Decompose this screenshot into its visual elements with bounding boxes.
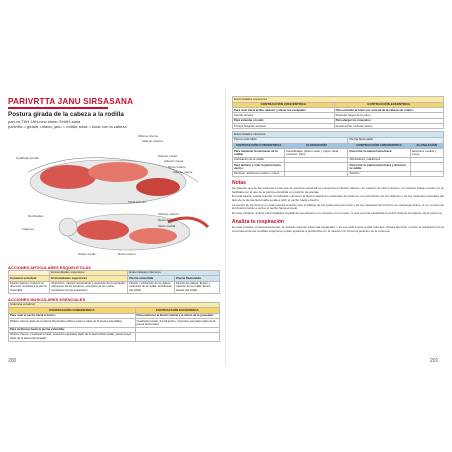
t4-r2-c2: Para rotar la cadera hacia fuera y flexionar la rodilla:: [348, 163, 410, 172]
label-romboides: Romboides: [28, 213, 44, 218]
page-number-right: 201: [430, 358, 439, 364]
breath-paragraph: En esta postura, consecuentemente, el costado superior está más expandido, y es ese lado el que recibe más aire. Presta atención a cómo la respiración de la zona lateral de las costillas superiores puede ayudarte a profundizar en la rotación sin forzar la posición de la columna.: [232, 224, 444, 233]
notes-heading: Notas: [232, 179, 246, 186]
t3-r2-c1: Para alargar los músculos:: [334, 118, 443, 123]
label-recto-interno: Recto interno: [168, 164, 186, 169]
notes-paragraph-3: La acción de los brazos en esta postura requiere que el trabajo de los extensores del codo y de los rotadores del hombro se mantenga activo; si no, el peso de los brazos tiende a cerrar el pecho hacia el suelo.: [232, 202, 444, 211]
t4-r3-c2: Sartorio: [348, 171, 410, 176]
label-aductor-medio: Aductor medio: [158, 153, 178, 158]
t4-col-3: ELONGACIÓN: [410, 143, 443, 149]
t2-r1-c0: Oblicuo interno (lado de la pierna flexionada) oblicuo externo (lado de la pierna extendida): [9, 319, 136, 328]
label-cuadrado-lumbar: Cuadrado lumbar: [16, 155, 40, 160]
label-aductor-mayor-2: Aductor mayor: [173, 169, 193, 174]
upper-limbs-table: [232, 96, 444, 129]
t2-r0-c0: Para rotar el pecho hacia el techo:: [9, 313, 136, 318]
t1-cell-0: Flexión lateral y rotación en dirección contraria a la pierna extendida: [9, 281, 50, 293]
t1-cell-1: Abducción, rotación ascendente y elevación de la escápula; abducción de los hombros; extensión de los codos; supinación de los antebrazos: [50, 281, 128, 293]
t1-cell-2: Flexión y abducción de la cadera, extensión de la rodilla, dorsiflexión del tobillo: [128, 281, 175, 293]
lower-limbs-table: [232, 131, 444, 177]
t3-r3-c1: Dorsal ancho, redondo mayor: [334, 124, 443, 129]
title-rule: [8, 107, 108, 109]
t3-col-1: CONTRACCIÓN EXCÉNTRICA: [334, 102, 443, 108]
t2-col-0: CONTRACCIÓN CONCÉNTRICA: [9, 308, 136, 314]
label-recto-interno-2: Recto interno: [118, 251, 136, 256]
label-oblicuo-externo: Oblicuo externo: [142, 138, 164, 143]
right-page: [232, 88, 444, 366]
t3-r1-c0: Serrato anterior: [233, 113, 335, 118]
notes-paragraph-4: En esta variante, ambas tuberosidades isquiáticas permanecen en contacto con el suelo, lo que permite estabilizar la pelvis durante la rotación de la columna.: [232, 211, 443, 216]
anatomy-illustration: [8, 132, 220, 262]
pose-subtitle: Postura girada de la cabeza a la rodilla: [8, 110, 124, 118]
t1-col-2: Pierna extendida: [128, 276, 175, 282]
t1-col-1: Extremidades superiores: [50, 276, 128, 282]
t4-header: Extremidades inferiores: [233, 132, 444, 138]
label-tibial-anterior: Tibial anterior: [128, 199, 147, 204]
t3-r3-c0: Tríceps braquial, ancóneo: [233, 124, 335, 129]
t4-r1-c2: Obturadores, cuádriceps: [348, 157, 410, 162]
t1-header-upper: Extremidades superiores: [50, 270, 128, 276]
t3-r2-c0: Para extender el codo:: [233, 118, 335, 123]
t2-r0-c1: Para mantener la flexión lateral y el efecto de la gravedad:: [135, 313, 219, 318]
joint-actions-table: [8, 270, 220, 294]
t4-col-2: CONTRACCIÓN CONCÉNTRICA: [348, 143, 410, 149]
t2-sub: Columna vertebral: [9, 302, 220, 308]
notes-paragraph-1: Se trata de una de las posturas en las que la columna vertebral se encuentra en flexión lateral y en rotación al mismo tiempo. La rotación hacia el techo se ve facilitada por el uso de la pierna extendida en posición de anclaje.: [232, 185, 444, 194]
t4-r0-c3: Aductores medios y mayor: [410, 149, 443, 158]
label-oblicuo-externo-2: Oblicuo externo: [158, 211, 180, 216]
label-recto-femoral: Recto femoral: [158, 217, 177, 222]
t4-r0-c0: Para mantener la extensión de la rodilla:: [233, 149, 285, 158]
t3-r1-c1: Músculos largos de la mano: [334, 113, 443, 118]
t4-r0-c2: Para rotar la cadera hacia fuera:: [348, 149, 410, 158]
left-page: [8, 88, 220, 366]
t2-r3-c0: Oblicuo interno, cuadrado lumbar, músculos espinales (lado de la pierna flexionada), psoas mayor (lado de la pierna flexionada): [9, 332, 136, 341]
section-muscle-actions: ACCIONES MUSCULARES ESENCIALES: [8, 296, 86, 302]
label-trapecio: Trapecio: [22, 226, 34, 231]
t1-col-3: Pierna flexionada: [174, 276, 219, 282]
t2-r2-c0: Para inclinarse hacia la pierna extendida:: [9, 327, 136, 332]
notes-paragraph-2: En esta asana, puede resultar complicado mantener la flexión lateral sin redondear la columna. La contracción de los oblicuos y de los músculos espinales del lado de la pierna flexionada ayuda a abrir el pecho hacia el techo.: [232, 194, 444, 203]
page-number-left: 200: [8, 358, 17, 364]
label-oblicuo-interno: Oblicuo interno: [138, 133, 159, 138]
t4-r1-c0: Articulación de la rodilla: [233, 157, 285, 162]
t4-sub-left: Pierna extendida: [233, 137, 348, 143]
t3-header: Extremidades superiores: [233, 97, 444, 103]
t3-r0-c0: Para rotar hacia arriba, abducir y elevar las escápulas:: [233, 108, 335, 113]
t2-r1-c1: Cuadrado lumbar, dorsal ancho, músculos espinales (lado de la pierna flexionada): [135, 319, 219, 328]
t4-r2-c0: Para abducir y rotar la pierna hacia dentro:: [233, 163, 285, 172]
t4-r3-c0: Pectíneo, aductores medios y mayor: [233, 171, 285, 176]
t4-sub-right: Pierna flexionada: [348, 137, 444, 143]
t1-cell-3: Flexión de cadera, flexión y rotación de la rodilla; flexión plantar del tobillo: [174, 281, 219, 293]
book-gutter: [225, 88, 226, 366]
pronunciation: pari-vri-TAH JAH-new sheer-SHAH-sana: [8, 118, 81, 124]
section-joint-actions: ACCIONES ARTICULARES ESQUELÉTICAS: [8, 264, 91, 270]
label-vasto-medial: Vasto medial: [158, 223, 176, 228]
t3-r0-c1: Para extender el brazo por encima de la cabeza sin rotarlo:: [334, 108, 443, 113]
etymology: parivrtta = girado, rotado; janu = rodilla; sirsa = tocar con la cabeza: [8, 123, 127, 129]
pose-title: PARIVRTTA JANU SIRSASANA: [8, 97, 134, 106]
muscle-actions-table: [8, 302, 220, 342]
t4-col-0: CONTRACCIÓN CONCÉNTRICA: [233, 143, 285, 149]
t4-r0-c1: Isquiotibiales, glúteo medio y mayor, tibial posterior, sóleo: [285, 149, 348, 158]
breath-heading: Analiza tu respiración: [232, 218, 284, 225]
t1-header-lower: Extremidades inferiores: [128, 270, 220, 276]
t3-col-0: CONTRACCIÓN CONCÉNTRICA: [233, 102, 335, 108]
pose-figure: [8, 132, 220, 262]
label-gluteo-medio: Glúteo medio: [78, 251, 96, 256]
label-aductor-mayor: Aductor mayor: [164, 158, 184, 163]
t2-col-1: CONTRACCIÓN EXCÉNTRICA: [135, 308, 219, 314]
t1-col-0: Columna vertebral: [9, 276, 50, 282]
t4-col-1: ELONGACIÓN: [285, 143, 348, 149]
